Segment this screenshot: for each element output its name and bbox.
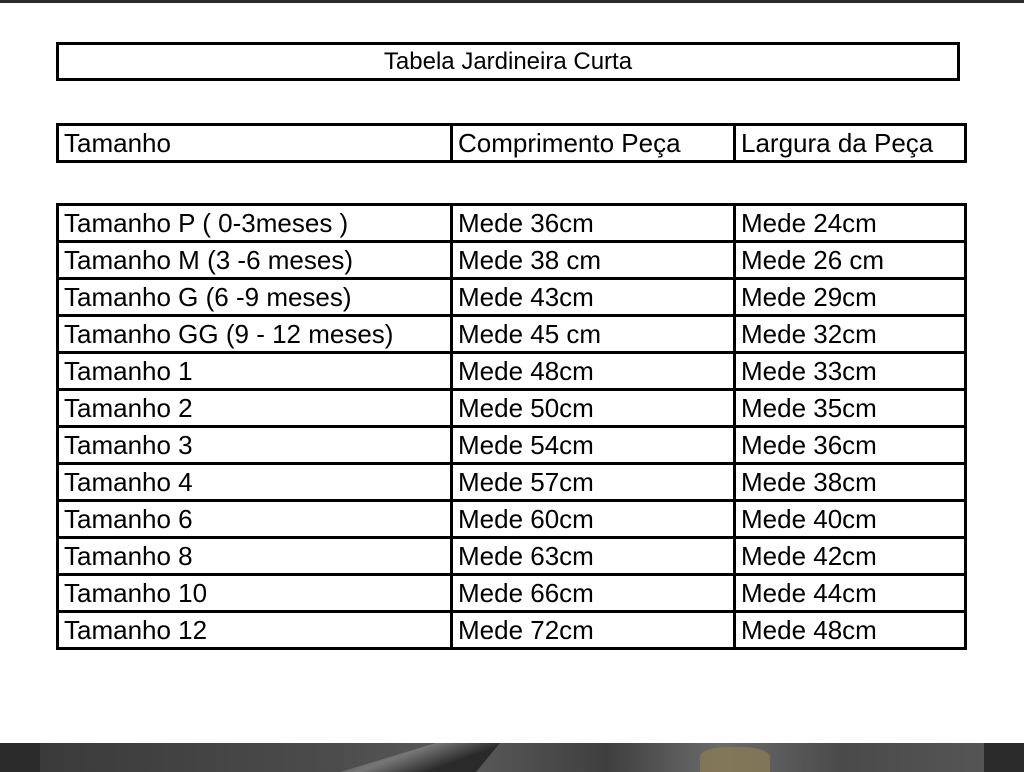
cell-size: Tamanho G (6 -9 meses) — [58, 279, 452, 316]
cell-length: Mede 66cm — [452, 575, 735, 612]
table-row — [58, 575, 966, 612]
photo-fragment — [340, 743, 500, 772]
table-row — [58, 427, 966, 464]
cell-length: Mede 50cm — [452, 390, 735, 427]
cell-width: Mede 35cm — [735, 390, 966, 427]
table-row — [58, 390, 966, 427]
table-row — [58, 316, 966, 353]
cell-length: Mede 60cm — [452, 501, 735, 538]
cell-width: Mede 42cm — [735, 538, 966, 575]
table-row — [58, 279, 966, 316]
header-length: Comprimento Peça — [452, 125, 735, 162]
header-width: Largura da Peça — [735, 125, 966, 162]
cell-length: Mede 38 cm — [452, 242, 735, 279]
table-row — [58, 538, 966, 575]
cell-length: Mede 36cm — [452, 205, 735, 242]
cell-size: Tamanho M (3 -6 meses) — [58, 242, 452, 279]
header-table — [56, 123, 967, 163]
cell-size: Tamanho 1 — [58, 353, 452, 390]
cell-size: Tamanho 3 — [58, 427, 452, 464]
cell-width: Mede 40cm — [735, 501, 966, 538]
cell-length: Mede 43cm — [452, 279, 735, 316]
cell-length: Mede 45 cm — [452, 316, 735, 353]
cell-width: Mede 26 cm — [735, 242, 966, 279]
size-rows — [58, 205, 966, 649]
cell-width: Mede 24cm — [735, 205, 966, 242]
cell-width: Mede 44cm — [735, 575, 966, 612]
cell-size: Tamanho 12 — [58, 612, 452, 649]
cell-width: Mede 29cm — [735, 279, 966, 316]
cell-width: Mede 38cm — [735, 464, 966, 501]
cell-length: Mede 54cm — [452, 427, 735, 464]
cell-size: Tamanho 4 — [58, 464, 452, 501]
header-row — [58, 125, 966, 162]
cell-size: Tamanho 10 — [58, 575, 452, 612]
cell-size: Tamanho 2 — [58, 390, 452, 427]
bottom-image-strip — [0, 743, 1024, 772]
table-row — [58, 242, 966, 279]
header-size: Tamanho — [58, 125, 452, 162]
cell-length: Mede 48cm — [452, 353, 735, 390]
table-row — [58, 501, 966, 538]
cell-length: Mede 57cm — [452, 464, 735, 501]
table-row — [58, 612, 966, 649]
photo-preview — [40, 743, 984, 772]
table-row — [58, 464, 966, 501]
document-page — [0, 3, 1024, 743]
cell-width: Mede 36cm — [735, 427, 966, 464]
cell-size: Tamanho P ( 0-3meses ) — [58, 205, 452, 242]
cell-width: Mede 48cm — [735, 612, 966, 649]
table-row — [58, 353, 966, 390]
cell-length: Mede 63cm — [452, 538, 735, 575]
cell-size: Tamanho 8 — [58, 538, 452, 575]
table-title: Tabela Jardineira Curta — [56, 42, 960, 81]
cell-width: Mede 32cm — [735, 316, 966, 353]
cell-size: Tamanho GG (9 - 12 meses) — [58, 316, 452, 353]
size-table — [56, 203, 967, 650]
table-row — [58, 205, 966, 242]
cell-size: Tamanho 6 — [58, 501, 452, 538]
cell-length: Mede 72cm — [452, 612, 735, 649]
photo-fragment — [700, 747, 770, 772]
cell-width: Mede 33cm — [735, 353, 966, 390]
